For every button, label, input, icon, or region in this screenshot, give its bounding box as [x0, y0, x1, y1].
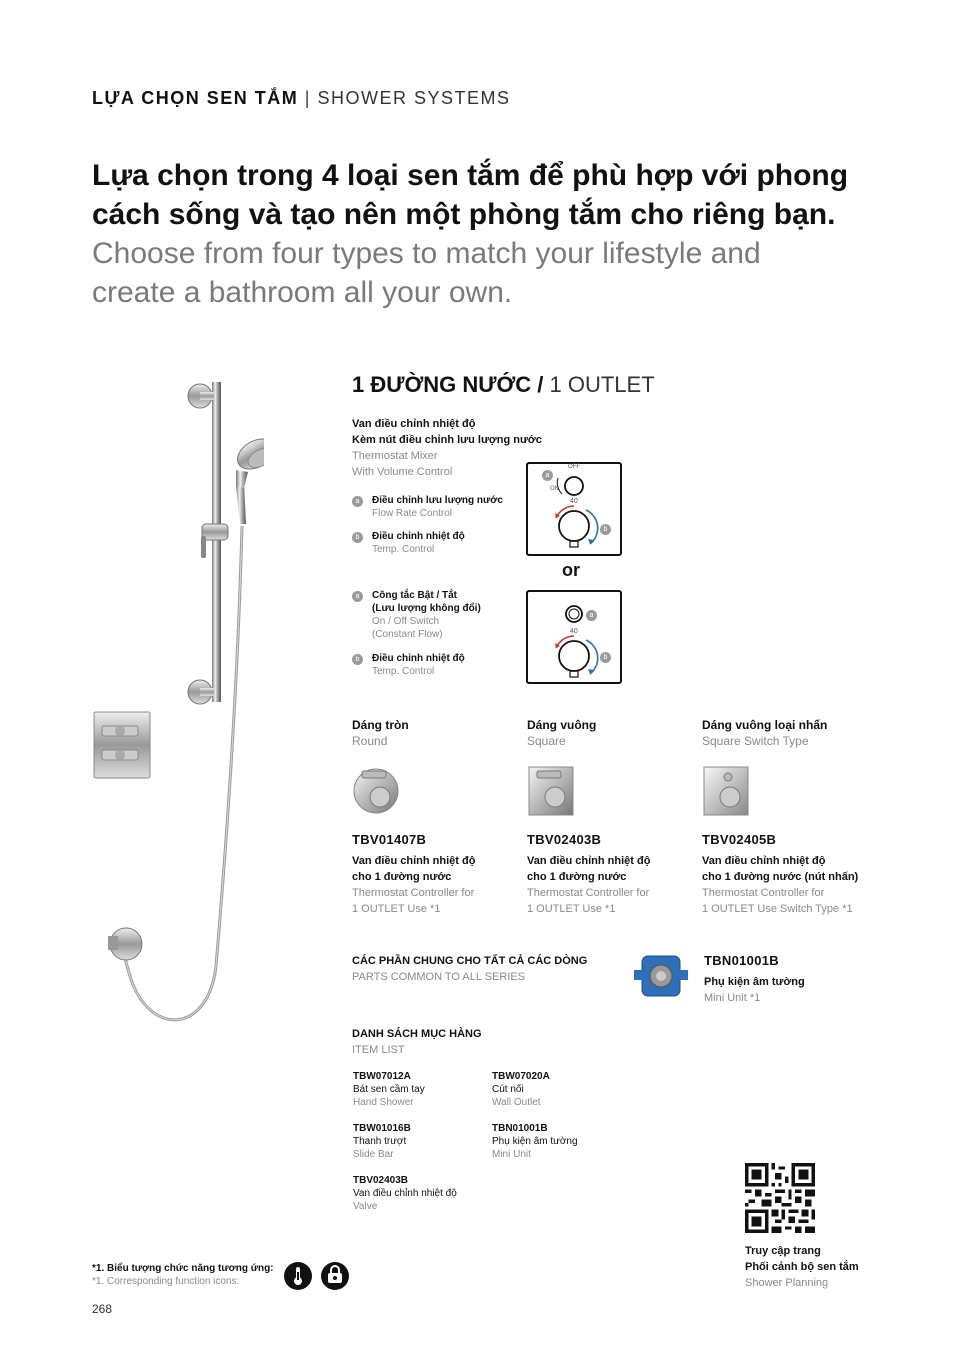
mini-unit-image — [632, 950, 690, 1004]
list-item-vi: Van điều chỉnh nhiệt độ — [353, 1188, 457, 1199]
product-card-square-switch — [702, 717, 902, 917]
product-round-shape-en: Round — [352, 734, 388, 748]
option2-b-label — [372, 652, 465, 678]
product-square-shape-vi: Dáng vuông — [527, 718, 597, 732]
headline-en — [92, 234, 912, 312]
headline-vi-line1: Lựa chọn trong 4 loại sen tắm để phù hợp với phong — [92, 159, 849, 192]
common-part-vi: Phụ kiện âm tường — [704, 976, 805, 988]
page-number: 268 — [92, 1302, 113, 1316]
product-square-en1: Thermostat Controller for — [527, 887, 650, 899]
list-item — [492, 1070, 550, 1109]
product-switch-shape-vi: Dáng vuông loại nhấn — [702, 718, 828, 732]
slide-bar — [212, 382, 221, 702]
section-separator: | — [304, 88, 311, 108]
round-valve-image — [352, 759, 402, 817]
list-item-code: TBN01001B — [492, 1123, 548, 1134]
outlet-title — [352, 372, 655, 398]
mixer-en-line2: With Volume Control — [352, 466, 453, 478]
product-switch-code: TBV02405B — [702, 832, 777, 847]
bracket-bottom — [188, 680, 214, 704]
diagram1-temp-label: 40 — [570, 498, 578, 505]
thermometer-icon — [284, 1262, 312, 1290]
product-round-en1: Thermostat Controller for — [352, 887, 475, 899]
or-label: or — [562, 560, 580, 580]
option1-b-vi: Điều chỉnh nhiệt độ — [372, 531, 465, 542]
list-item — [353, 1174, 457, 1213]
diagram2-knobs — [528, 592, 620, 682]
product-square-shape-en: Square — [527, 734, 566, 748]
square-switch-valve-image — [702, 759, 752, 817]
diagram2-marker-b: b — [600, 652, 611, 663]
option1-marker-b: b — [352, 532, 363, 543]
section-title-en: SHOWER SYSTEMS — [317, 88, 511, 108]
list-item-vi: Thanh trượt — [353, 1136, 407, 1147]
list-item — [353, 1070, 425, 1109]
common-part-code: TBN01001B — [704, 953, 779, 968]
headline-en-line2: create a bathroom all your own. — [92, 276, 513, 309]
product-card-round — [352, 717, 522, 917]
product-switch-en2: 1 OUTLET Use Switch Type *1 — [702, 903, 853, 915]
product-round-code: TBV01407B — [352, 832, 427, 847]
footnote-en: *1. Corresponding function icons: — [92, 1276, 240, 1287]
common-parts-header — [352, 953, 587, 985]
list-item-code: TBW07020A — [492, 1071, 550, 1082]
option2-a-label — [372, 589, 481, 641]
product-round-en2: 1 OUTLET Use *1 — [352, 903, 441, 915]
diagram1-off-label: OFF — [568, 464, 580, 470]
product-switch-shape-en: Square Switch Type — [702, 734, 809, 748]
section-title — [92, 88, 511, 109]
product-square-vi1: Van điều chỉnh nhiệt độ — [527, 855, 651, 867]
option2-a-en2: (Constant Flow) — [372, 629, 443, 640]
mixer-description — [352, 416, 542, 480]
option1-b-en: Temp. Control — [372, 544, 435, 555]
lock-dial-icon — [321, 1262, 349, 1290]
mixer-vi-line2: Kèm nút điều chỉnh lưu lượng nước — [352, 434, 542, 446]
list-item-en: Hand Shower — [353, 1097, 414, 1108]
square-valve-image — [527, 759, 577, 817]
common-part-en: Mini Unit *1 — [704, 992, 761, 1004]
footnote — [92, 1262, 274, 1288]
outlet-title-en: 1 OUTLET — [549, 372, 655, 397]
hand-shower — [232, 433, 264, 524]
diagram2-marker-a: a — [586, 610, 597, 621]
footnote-vi: *1. Biểu tượng chức năng tương ứng: — [92, 1263, 274, 1274]
list-item-en: Mini Unit — [492, 1149, 531, 1160]
list-item — [353, 1122, 411, 1161]
product-round-shape-vi: Dáng tròn — [352, 718, 409, 732]
qr-caption — [745, 1243, 859, 1291]
diagram2-temp-label: 40 — [570, 628, 578, 635]
qr-caption-vi1: Truy cập trang — [745, 1245, 821, 1257]
mixer-vi-line1: Van điều chỉnh nhiệt độ — [352, 418, 476, 430]
product-round-vi1: Van điều chỉnh nhiệt độ — [352, 855, 476, 867]
product-square-en2: 1 OUTLET Use *1 — [527, 903, 616, 915]
option2-marker-b: b — [352, 654, 363, 665]
product-card-square — [527, 717, 697, 917]
list-item-vi: Phụ kiện âm tường — [492, 1136, 578, 1147]
option2-b-en: Temp. Control — [372, 666, 435, 677]
item-list-header — [352, 1026, 482, 1058]
list-item-vi: Cút nối — [492, 1084, 524, 1095]
option2-a-vi2: (Lưu lượng không đổi) — [372, 603, 481, 614]
headline-en-line1: Choose from four types to match your lifestyle and — [92, 237, 761, 270]
bracket-top — [188, 384, 214, 408]
headline-vi — [92, 156, 912, 234]
valve-plate — [94, 712, 150, 778]
mixer-en-line1: Thermostat Mixer — [352, 450, 438, 462]
list-item — [492, 1122, 578, 1161]
list-item-code: TBW07012A — [353, 1071, 411, 1082]
option2-a-vi1: Công tắc Bật / Tắt — [372, 590, 458, 601]
shower-system-illustration — [88, 376, 264, 1056]
option1-a-en: Flow Rate Control — [372, 508, 453, 519]
list-item-code: TBV02403B — [353, 1175, 409, 1186]
product-switch-en1: Thermostat Controller for — [702, 887, 825, 899]
option2-a-en1: On / Off Switch — [372, 616, 440, 627]
qr-caption-vi2: Phối cảnh bộ sen tắm — [745, 1261, 859, 1273]
list-item-code: TBW01016B — [353, 1123, 411, 1134]
diagram1-knobs — [528, 464, 620, 554]
list-item-en: Valve — [353, 1201, 378, 1212]
product-switch-vi2: cho 1 đường nước (nút nhấn) — [702, 871, 859, 883]
headline-vi-line2: cách sống và tạo nên một phòng tắm cho riêng bạn. — [92, 198, 836, 231]
product-square-vi2: cho 1 đường nước — [527, 871, 627, 883]
diagram1-on-label: ON — [550, 486, 559, 492]
common-part-card — [704, 953, 805, 1006]
option2-b-vi: Điều chỉnh nhiệt độ — [372, 653, 465, 664]
option1-marker-a: a — [352, 496, 363, 507]
diagram1-marker-b: b — [600, 524, 611, 535]
option1-b-label — [372, 530, 465, 556]
diagram1-marker-a: a — [542, 470, 553, 481]
option2-marker-a: a — [352, 591, 363, 602]
list-item-en: Slide Bar — [353, 1149, 394, 1160]
item-list-title-en: ITEM LIST — [352, 1044, 405, 1056]
option1-a-vi: Điều chỉnh lưu lượng nước — [372, 495, 503, 506]
common-title-en: PARTS COMMON TO ALL SERIES — [352, 971, 525, 983]
common-title-vi: CÁC PHẦN CHUNG CHO TẤT CẢ CÁC DÒNG — [352, 955, 588, 967]
diagram-onoff-switch — [526, 590, 622, 684]
qr-caption-en: Shower Planning — [745, 1277, 829, 1289]
option1-a-label — [372, 494, 503, 520]
section-title-vi: LỰA CHỌN SEN TẮM — [92, 88, 299, 108]
wall-outlet — [108, 928, 142, 960]
product-square-code: TBV02403B — [527, 832, 602, 847]
list-item-en: Wall Outlet — [492, 1097, 541, 1108]
qr-code-icon[interactable] — [745, 1163, 815, 1233]
item-list-title-vi: DANH SÁCH MỤC HÀNG — [352, 1028, 482, 1040]
product-round-vi2: cho 1 đường nước — [352, 871, 452, 883]
diagram-mixer-volume — [526, 462, 622, 556]
product-switch-vi1: Van điều chỉnh nhiệt độ — [702, 855, 826, 867]
outlet-title-vi: 1 ĐƯỜNG NƯỚC / — [352, 372, 544, 397]
list-item-vi: Bát sen cầm tay — [353, 1084, 425, 1095]
